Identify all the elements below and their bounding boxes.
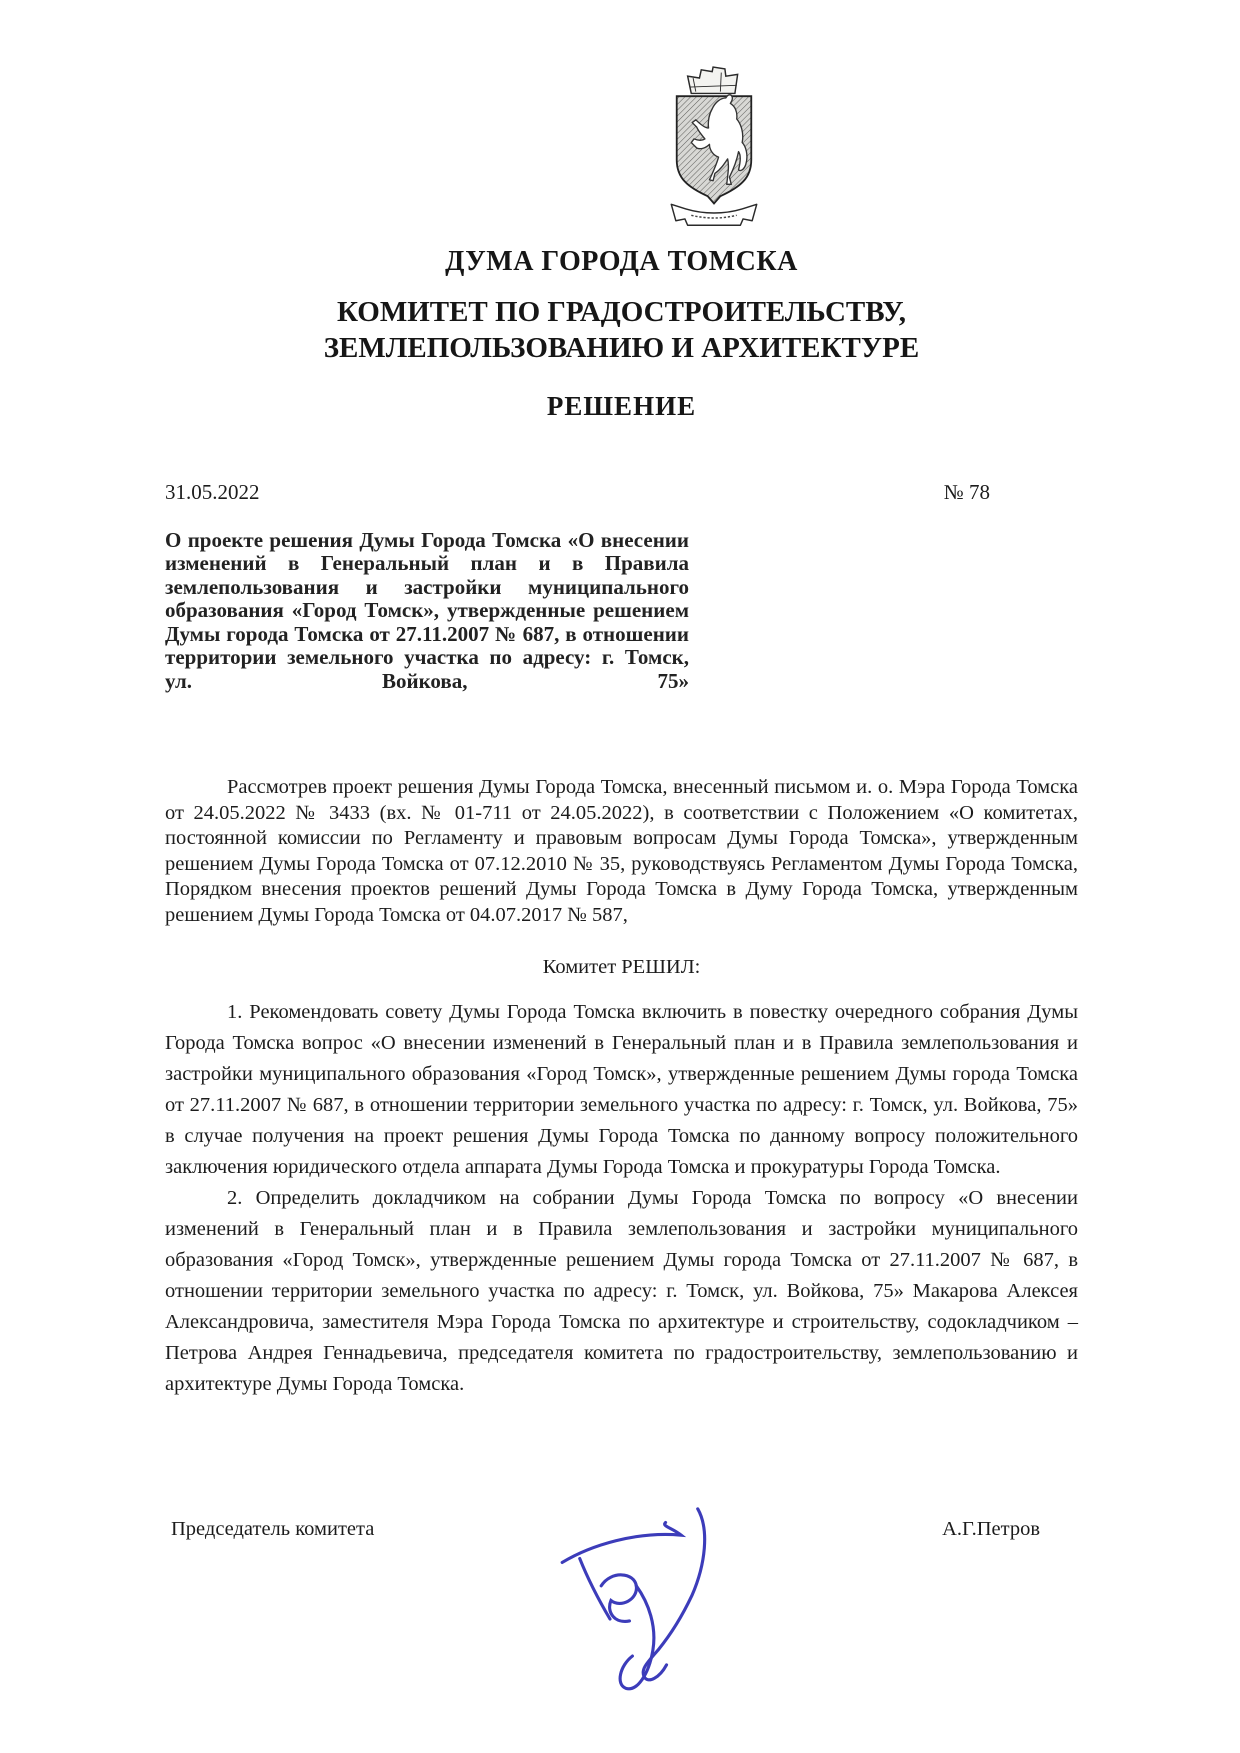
doc-type-title: РЕШЕНИЕ (546, 390, 697, 421)
meta-row (165, 480, 1078, 505)
doc-number: № 78 (943, 479, 990, 504)
resolution-item-2: 2. Определить докладчиком на собрании Думы Города Томска по вопросу «О внесении изменений в Генеральный план и в Правила землепользования и застройки муниципального образования «Город Томск», утвержденные решением Думы города Томска от 27.11.2007 № 687, в отношении территории земельного участка по адресу: г. Томск, ул. Войкова, 75» Макарова Алексея Александровича, заместителя Мэра Города Томска по архитектуре и строительству, содокладчиком – Петрова Андрея Геннадьевича, председателя комитета по градостроительству, землепользованию и архитектуре Думы Города Томска. (165, 1187, 1078, 1395)
doc-date: 31.05.2022 (165, 479, 260, 504)
preamble-paragraph: Рассмотрев проект решения Думы Города Томска, внесенный письмом и. о. Мэра Города Томска от 24.05.2022 № 3433 (вх. № 01-711 от 24.05.2022), в соответствии с Положением «О комитетах, постоянной комиссии по Регламенту и правовым вопросам Думы Города Томска», утвержденным решением Думы Города Томска от 07.12.2010 № 35, руководствуясь Регламентом Думы Города Томска, Порядком внесения проектов решений Думы Города Томска в Думу Города Томска, утвержденным решением Думы Города Томска от 04.07.2017 № 587, (165, 776, 1078, 926)
resolution-item-1: 1. Рекомендовать совету Думы Города Томска включить в повестку очередного собрания Думы Города Томска вопрос «О внесении изменений в Генеральный план и в Правила землепользования и застройки муниципального образования «Город Томск», утвержденные решением Думы города Томска от 27.11.2007 № 687, в отношении территории земельного участка по адресу: г. Томск, ул. Войкова, 75» в случае получения на проект решения Думы Города Томска по данному вопросу положительного заключения юридического отдела аппарата Думы Города Томска и прокуратуры Города Томска. (165, 1001, 1078, 1178)
org-name: ДУМА ГОРОДА ТОМСКА (445, 246, 798, 277)
tomsk-coat-of-arms-icon (664, 62, 764, 234)
emblem-container (165, 0, 1078, 234)
signatory-position: Председатель комитета (171, 1518, 375, 1540)
resolved-heading: Комитет РЕШИЛ: (542, 956, 701, 978)
signatory-name: А.Г.Петров (942, 1518, 1040, 1540)
subject-annotation: О проекте решения Думы Города Томска «О внесении изменений в Генеральный план и в Правила землепользования и застройки муниципального образования «Город Томск», утвержденные решением Думы города Томска от 27.11.2007 № 687, в отношении территории земельного участка по адресу: г. Томск, ул. Войкова, 75» (165, 527, 689, 693)
committee-name: КОМИТЕТ ПО ГРАДОСТРОИТЕЛЬСТВУ, ЗЕМЛЕПОЛЬЗОВАНИЮ И АРХИТЕКТУРЕ (323, 296, 920, 365)
handwritten-signature (548, 1502, 748, 1697)
